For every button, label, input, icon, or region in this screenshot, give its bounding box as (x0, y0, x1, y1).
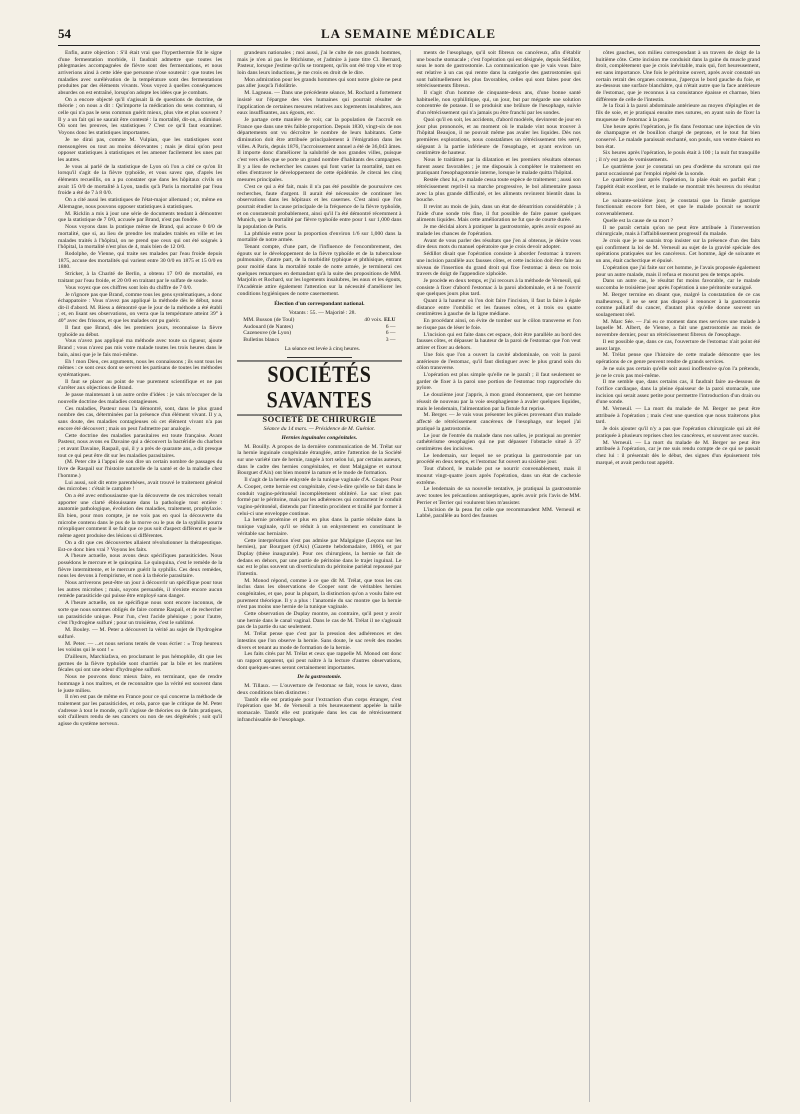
header-rule (58, 45, 760, 46)
paragraph: M. Verneuil. — La mort du malade de M. Berger ne peut être attribuée à l'opération, car je me suis rendu compte de ce qui se passait chez lui : il présentait dès le début, des signes d'un épuisement très marqué, et avait perdu tout appétit. (595, 439, 760, 466)
column-2-gastrostomie (237, 683, 401, 723)
paragraph: Mon admiration pour les grands hommes qui sont notre gloire ne peut pas aller jusqu'à l'idolâtrie. (237, 76, 402, 90)
vote-row (243, 330, 401, 337)
column-3 (410, 50, 581, 1102)
paragraph: Nous ne pouvons donc mieux faire, en terminant, que de rendre hommage à nos maîtres, et de reconnaître que la vérité est souvent dans le juste milieu. (58, 674, 223, 694)
candidate-name: Cazeneuve (de Lyon) (243, 330, 292, 337)
paragraph: M. Verneuil. — La mort du malade de M. Berger ne peut être attribuée à l'opération ; mais c'est une question que nous traiterons plus tard. (595, 406, 760, 426)
paragraph: Une heure après l'opération, je fis dans l'estomac une injection de vin de champagne et de bouillon chargé de peptone, et le tout fut bien conservé. Le malade paraissait enchanté, son pouls, son ventre étaient en bon état. (595, 123, 760, 150)
paragraph: Le douzième jour j'appris, à mon grand étonnement, que cet homme réussit de nouveau par la voie œsophagienne à avaler quelques liquides, mais le lendemain, l'alimentation par la fistule fut reprise. (416, 392, 581, 412)
candidate-name: Bulletins blancs (243, 337, 280, 344)
paragraph: D'ailleurs, Marchiafava, en proclamant le pus hémophile, dit que les germes de la fièvre typhoïde sont charriés par la bile et les matières fécales qui ont une odeur d'hydrogène sulfuré. (58, 654, 223, 674)
paragraph: Nous le traitâmes par la dilatation et les premiers résultats obtenus furent assez favorables ; je me disposais à compléter le traitement en pratiquant l'œsophagotomie interne, lorsque le malade quitta l'hôpital. (416, 157, 581, 177)
paragraph: Dans un autre cas, le résultat fut moins favorable, car le malade succomba le troisième jour après l'opération à une péritonite suraiguë. (595, 278, 760, 292)
paragraph: Je me décidai alors à pratiquer la gastrostomie, après avoir exposé au malade les chances de l'opération. (416, 224, 581, 237)
paragraph: A l'heure actuelle, nous avons deux spécifiques parasiticides. Nous possédons le mercure et le quinquina. Le quinquina, c'est le remède de la fièvre intermittente, et le mercure guérit la syphilis. Ces deux remèdes, nous les devons à l'empirisme, et non à la théorie parasitaire. (58, 553, 223, 580)
paragraph: M. Peter. — ...et nous serions tentés de vous écrier : « Trop heureux les voisins qui le sont ! » (58, 640, 223, 654)
paragraph: Nous arriverons peut-être un jour à découvrir un spécifique pour tous les autres microbes ; mais, soyons persuadés, il n'existe encore aucun remède parasiticide qui puisse être employé sans danger. (58, 580, 223, 600)
paragraph: Je passe maintenant à un autre ordre d'idées : je vais m'occuper de la nouvelle doctrine des maladies contagieuses. (58, 392, 223, 405)
paragraph: (M. Peter cite à l'appui de son dire un certain nombre de passages du livre de Raspail sur l'histoire naturelle de la santé et de la maladie chez l'homme.) (58, 459, 223, 479)
paragraph: Il ne paraît certain qu'on ne peut être attribuée à l'intervention chirurgicale, mais à l'affaiblissement progressif du malade. (595, 224, 760, 238)
paragraph: ments de l'œsophage, qu'il soit fibreux ou cancéreux, afin d'établir une bouche stomacale ; c'est l'opération qui est désignée, depuis Sédillot, sous le nom de gastrostomie. La communication que je vais vous faire est relative à un cas qui rentre dans la catégorie des gastrostomies qui sont habituellement les plus favorables, celles qui sont faites pour des rétrécissements fibreux. (416, 50, 581, 90)
paragraph: L'opération est plus simple qu'elle ne le paraît ; il faut seulement se garder de fixer à la paroi une portion de l'estomac trop rapprochée du pylore. (416, 372, 581, 392)
election-closing: La séance est levée à cinq heures. (284, 346, 361, 353)
paragraph: Je ne dirai pas, comme M. Vulpian, que les statistiques sont mensongères ou tout au moins décevantes ; mais je dirai qu'on peut opposer statistiques à statistiques et les amener facilement les unes par les autres. (58, 136, 223, 163)
paragraph: Il n'en est pas de même en France pour ce qui concerne la méthode de traitement par les parasiticides, et cela, parce que le critique de M. Peter s'adresse à tout le monde, qu'il s'agisse de théories ou de faits pratiques, soit d'ailleurs rendu de ses cancers ou non de ses dégénérés ; soit qu'il agisse du système nerveux. (58, 694, 223, 728)
election-votes (243, 310, 401, 353)
paragraph: La hernie proémine et plus en plus dans la partie réduite dans la tunique vaginale, qu'il se réduit à un enkystement en constituant le véritable sac herniaire. (237, 517, 402, 537)
paragraph: Je ne suis pas certain qu'elle soit aussi inoffensive qu'on l'a prétendu, je ne le crois pas moi-même. (595, 365, 760, 379)
paragraph: Lui aussi, soit dit entre parenthèses, avait trouvé le traitement général des microbes : c'était le camphre ! (58, 479, 223, 493)
paragraph: Quoi qu'il en soit, les accidents, d'abord modérés, devinrent de jour en jour plus prononcés, et au moment où le malade vint nous trouver à l'hôpital Beaujon, il ne pouvait même pas avaler les liquides. Dès nos premières explorations, nous constatâmes un rétrécissement très serré, siégeant à la partie inférieure de l'œsophage, et ayant environ un centimètre de hauteur. (416, 116, 581, 157)
paragraph: Le lendemain de sa nouvelle tentative, je pratiquai la gastrostomie avec toutes les précautions antiseptiques, après avoir pris l'avis de MM. Perrier et Terrier qui voulurent bien m'assister. (416, 486, 581, 506)
paragraph: Sédillot disait que l'opération consiste à aborder l'estomac à travers une incision parallèle aux fausses côtes, et cette incision doit être faite au niveau de l'insertion du grand droit qui fixe l'estomac à deux ou trois travers de doigt de l'appendice xiphoïde. (416, 251, 581, 278)
paragraph: Stricker, à la Charité de Berlin, a obtenu 17 0/0 de mortalité, en traitant par l'eau froide, et 20 0/0 en traitant par le sulfate de soude. (58, 271, 223, 284)
paragraph: Quelle est la cause de sa mort ? (602, 217, 674, 224)
paragraph: Eh ! mon Dieu, ces arguments, nous les connaissons ; ils sont tous les mêmes : ce sont ceux dont se servent les partisans de toutes les méthodes systématiques. (58, 358, 223, 378)
paragraph: A l'heure actuelle, on ne spécifique nous sont encore inconnus, de sorte que nous sommes obligés de faire comme Raspail, et de rechercher un parasiticide unique. Pour l'un, c'est l'acide phénique ; pour l'autre, c'est l'hydrogène sulfuré ; pour un troisième, c'est le sublimé. (58, 600, 223, 627)
vote-note: ELU (383, 316, 396, 323)
paragraph: Je procède en deux temps, et j'ai recours à la méthode de Verneuil, qui consiste à fixer d'abord l'estomac à la paroi abdominale, et à ne l'ouvrir que quelques jours plus tard. (416, 278, 581, 298)
paragraph: Le quatrième jour je constatai un peu d'œdème du scrotum qui me parut occasionné par l'emploi répété de la sonde. (595, 163, 760, 177)
paragraph: Je dois ajouter qu'il n'y a pas que l'opération chirurgicale qui ait été pratiquée à plusieurs reprises chez les cancéreux, et souvent avec succès. (595, 426, 760, 439)
paragraph: Ces maladies, Pasteur nous l'a démontré, sont, dans le plus grand nombre des cas, déterminées par la présence d'un élément vivant. Il y a, sans doute, des maladies contagieuses où cet élément vivant n'a pas encore été découvert ; mais on peut l'admettre par analogie. (58, 405, 223, 432)
paragraph: Une fois que l'on a ouvert la cavité abdominale, on voit la paroi antérieure de l'estomac, qu'il faut distinguer avec le plus grand soin du côlon transverse. (416, 351, 581, 372)
paragraph: On a cité aussi les statistiques de l'état-major allemand ; or, même en Allemagne, nous pouvons opposer statistiques à statistiques. (58, 197, 223, 210)
column-2-hernies (237, 444, 401, 672)
column-2 (230, 50, 401, 1102)
paragraph: Je crois que je ne saurais trop insister sur la présence d'un des faits qui confirment la loi de M. Verneuil au sujet de la gravité spéciale des opérations pratiquées sur les cancéreux. Cet homme, âgé de soixante et un ans, était cachectique et épuisé. (595, 238, 760, 265)
paragraph: Vous voyez que ces chiffres sont loin du chiffre de 7 0/0. (65, 284, 193, 291)
section-title-gastrostomie: De la gastrostomie. (297, 674, 342, 681)
paragraph: Restée chez lui, ce malade cessa toute espèce de traitement ; aussi son rétrécissement reprit-il sa marche progressive, le bol alimentaire passa avec la plus grande difficulté, et les aliments revinrent bientôt dans la bouche. (416, 177, 581, 204)
paragraph: Je partage cette manière de voir, car la population de l'accroît en France que dans une très faible proportion. Depuis 1830, vingt-six de nos départements ont vu décroître le nombre de leurs habitants. Cette diminution doit être attribuée principalement à l'émigration dans les villes. A Paris, depuis 1876, l'accroissement annuel a été de 36,043 âmes. Il importe donc d'améliorer la salubrité de nos grandes villes, puisque c'est vers elles que se porte un grand nombre d'habitants des campagnes. Il y a lieu de rechercher les causes qui font varier la mortalité, tant en elles d'entraver le développement de cette épidémie. Je citerai les cinq mesures principales. (237, 117, 402, 184)
paragraph: En procédant ainsi, on évite de tomber sur le côlon transverse et l'on ne risque pas de léser le foie. (416, 318, 581, 331)
paragraph: Quant à la hauteur où l'on doit faire l'incision, il faut la faire à égale distance entre l'ombilic et les fausses côtes, et à trois ou quatre centimètres à gauche de la ligne médiane. (416, 298, 581, 318)
paragraph: Il s'agit de la hernie enkystée de la tunique vaginale d'A. Cooper. Pour A. Cooper, cette hernie est congénitale, c'est-à-dire qu'elle se fait dans le conduit vagino-péritonéal incomplètement oblitéré. Le sac n'est pas formé par le péritoine, mais par les adhérences qui contractent le conduit vagino-péritonéal, distendu par l'intestin procident et tiraillé par former à celui-ci une enveloppe continue. (237, 477, 402, 517)
vote-count: 3 — (385, 337, 396, 344)
article-columns (58, 50, 760, 1102)
vote-row (243, 317, 401, 324)
paragraph: C'est ce qui a été fait, mais il n'a pas été possible de poursuivre ces recherches, faute d'argent. Il aurait été nécessaire de continuer les observations dans les hôpitaux et les casernes. C'est ainsi que l'on pourrait étudier la cause principale de la fréquence de la fièvre typhoïde, et on constaterait probablement, ainsi qu'il l'a été démontré récemment à Munich, que la mortalité par fièvre typhoïde entre pour 1 sur 1,000 dans la population de Paris. (237, 183, 402, 230)
paragraph: Tout d'abord, le malade put se nourrir convenablement, mais il mourut vingt-quatre jours après l'opération, dans un état de cachexie extrême. (416, 466, 581, 486)
column-4 (589, 50, 760, 1102)
paragraph: On a été avec enthousiasme que la découverte de ces microbes venait apporter une clarté éblouissante dans la pathologie tout entière : anatomie pathologique, évolution des maladies, traitement, prophylaxie. Eh bien, pour mon compte, je ne vois pas en quoi la découverte du microbe contenu dans le pus de la morve ou le pus de la syphilis pourra m'expliquer comment il se fait que ce pus soit d'aspect différent et que le même agent produise des lésions si différentes. (58, 493, 223, 539)
paragraph: M. Trélat pense que l'histoire de cette malade démontre que les opérations de ce genre peuvent rendre de grands services. (595, 352, 760, 365)
paragraph: M. Berger. — Je vais vous présenter les pièces provenant d'un malade affecté de rétrécissement cancéreux de l'œsophage, sur lequel j'ai pratiqué la gastrostomie. (416, 412, 581, 432)
election-title: Élection d'un correspondant national. (274, 301, 365, 308)
paragraph: Je vous ai parlé de la statistique de Lyon où l'on a cité ce qu'on lit lorsqu'il s'agit de la fièvre typhoïde, et vous savez que, d'après les éléments recueillis, on a pu constater que dans les hôpitaux civils on avait 15 0/0 de mortalité à Lyon, tandis qu'à Paris la mortalité par l'eau froide a été de 7 à 8 0/0. (58, 163, 223, 197)
paragraph: On a dit que ces découvertes allaient révolutionner la thérapeutique. Est-ce donc bien vrai ? Voyons les faits. (58, 539, 223, 553)
candidate-name: MM. Busson (de Toul) (243, 316, 295, 323)
paragraph: Il faut se placer au point de vue purement scientifique et ne pas s'arrêter aux objections de Brand. (58, 378, 223, 392)
paragraph: Le jour de l'entrée du malade dans nos salles, je pratiquai au premier cathétérisme œsophagien qui ne put dépasser l'obstacle situé à 37 centimètres des incisives. (416, 432, 581, 452)
paragraph: Le soixante-seizième jour, je constatai que la fistule gastrique fonctionnait encore fort bien, et que le malade pouvait se nourrir convenablement. (595, 197, 760, 217)
paragraph: L'incision qui est faite dans cet espace, doit être parallèle au bord des fausses côtes, et dépasser la hauteur de la paroi de l'estomac que l'on veut attirer et fixer au dehors. (416, 331, 581, 352)
paragraph: M. Bouley. — M. Peter a découvert la vérité au sujet de l'hydrogène sulfuré. (58, 627, 223, 640)
paragraph: L'incision de la peau fut celle que recommandent MM. Verneuil et Labbé, parallèle au bord des fausses (416, 506, 581, 520)
societe-subtitle: SOCIÉTÉ DE CHIRURGIE (262, 413, 377, 424)
paragraph: Cette doctrine des maladies parasitaires est toute française. Avant Pasteur, nous avons eu Davaine qui a découvert la bactéridie du charbon ; et avant Davaine, Raspail, qui, il y a près de quarante ans, a dit presque tout ce qui peut être dit sur les maladies parasitaires. (58, 432, 223, 459)
seance-line: Séance du 14 mars. — Présidence de M. Guéniot. (263, 425, 376, 432)
column-1 (58, 50, 222, 1102)
paragraph: côtes gauches, son milieu correspondant à un travers de doigt de la huitième côte. Cette incision me conduisit dans la gaine du muscle grand droit, complètement que je crois inévitable, mais qui, fort heureusement, est sans importance. Une fois le péritoine ouvert, après avoir constaté un certain retrait des organes contenus, j'aperçus le bord gauche du foie, et au-dessous une surface blanchâtre, qui n'était autre que la face antérieure de l'estomac, que je reconnus à sa consistance épaisse et charnue, bien différente de celle de l'intestin. (595, 50, 760, 103)
paragraph: M. Bouilly. A propos de la dernière communication de M. Trélat sur la hernie inguinale congénitale étranglée, attire l'attention de la Société sur une variété rare de hernie, rangée à tort selon lui, par certains auteurs, dans le cadre des hernies congénitales, et dont Malgaigne et surtout Bourguet d'Aix) ont bien montré la nature et le mode de formation. (237, 443, 402, 477)
vote-count: 40 voix. (364, 316, 383, 323)
paragraph: Il est possible que, dans ce cas, l'ouverture de l'estomac n'ait point été assez large. (595, 338, 760, 352)
paragraph: M. Tillaux. — L'ouverture de l'estomac se fait, vous le savez, dans deux conditions bien distinctes : (237, 683, 402, 696)
paragraph: L'opération que j'ai faite sur cet homme, je l'avais proposée également pour un autre malade, mais il refusa et mourut peu de temps après. (595, 264, 760, 278)
vote-count: 6 — (385, 330, 396, 337)
paragraph: Les faits cités par M. Trélat et ceux que rappelle M. Monod ont donc un rapport apparent, qui peut naître à la lecture d'autres observations, dont quelques-unes seront certainement importantes. (237, 651, 402, 671)
paragraph: La phthisie entre pour la proportion d'environ 1/6 sur 1,000 dans la mortalité de notre armée. (237, 230, 402, 244)
paragraph: Il s'agit d'un homme de cinquante-deux ans, d'une bonne santé habituelle, non syphilitique, qui, un jour, but par mégarde une solution concentrée de potasse. Il se produisit une brûlure de l'œsophage, suivie d'un rétrécissement qui n'a jamais pu être franchi par les sondes. (416, 90, 581, 117)
paragraph: On a encore objecté qu'il s'agissait là de questions de doctrine, de théorie ; on nous a dit : Qu'importe la médication du sens commun, si celle qui n'a pas le sens commun guérit mieux, plus vite et plus souvent ? Il y a un fait qui ne saurait être contesté : la mortalité, dit-on, a diminué. Où sont les preuves, les statistiques ? C'est ce qu'il faut examiner. Voyons donc les statistiques importantes. (58, 96, 223, 137)
page-header (58, 26, 760, 44)
paragraph: Nous voyons dans la pratique même de Brand, qui accuse 0 0/0 de mortalité, que si, au lieu de prendre les malades traités en ville et les malades traités à l'hôpital, on ne prend que ceux qui ont été soignés à l'hôpital, la mortalité n'est plus de 4, mais bien de 12 0/0. (58, 224, 223, 251)
paragraph: Cette interprétation n'est pas admise par Malgaigne (Leçons sur les hernies), par Bourguet (d'Aix) (Gazette hebdomadaire, 1866), et par Duplay (thèse inaugurale). Pour ces chirurgiens, la hernie se fait de dedans en dehors, par une partie de péritoine dans le trajet inguinal. Le sac est le plus souvent un diverticulum du péritoine pariétal repoussé par l'intestin. (237, 537, 402, 577)
paragraph: Avant de vous parler des résultats que j'en ai obtenus, je désire vous dire deux mots du manuel opératoire que je crois devoir adopter. (416, 237, 581, 251)
paragraph: Six heures après l'opération, le pouls était à 100 ; la nuit fut tranquille ; il n'y eut pas de vomissements. (595, 150, 760, 164)
vote-row (243, 337, 401, 344)
election-votants: Votants : 55. — Majorité : 28. (288, 310, 356, 317)
paragraph: Il faut que Brand, dès les premiers jours, reconnaisse la fièvre typhoïde au début. (58, 324, 223, 338)
paragraph: Tenant compte, d'une part, de l'influence de l'encombrement, des égouts sur le développement de la fièvre typhoïde et de la tuberculose pulmonaire, d'autre part, de la morbidité typhique et phthisique, entrant pour moitié dans la mortalité totale de notre armée, je terminerai ces quelques remarques en demandant qu'à la suite des propositions de MM. Marjolin et Rochard, sur les logements insalubres, les eaux et les égouts, l'Académie attire également l'attention sur la nécessité d'améliorer les conditions hygiéniques de notre casernement. (237, 244, 402, 297)
vote-count: 6 — (385, 323, 396, 330)
column-2-text (237, 50, 401, 297)
candidate-name: Audouard (de Nantes) (243, 323, 293, 330)
paragraph: Il me semble que, dans certains cas, il faudrait faire au-dessous de l'orifice cardiaque, dans la pleine épaisseur de la paroi stomacale, une incision qui serait assez petite pour permettre l'introduction d'un drain ou d'une sonde. (595, 379, 760, 406)
paragraph: Cette observation de Duplay montre, au contraire, qu'il peut y avoir une hernie dans le canal vaginal. Dans le cas de M. Trélat il ne s'agissait pas de la partie du sac seulement. (237, 611, 402, 631)
paragraph: Le quatrième jour après l'opération, la plaie était en parfait état ; l'appétit était excellent, et le malade se montrait très heureux du résultat obtenu. (595, 177, 760, 197)
paragraph: M. Monod répond, comme à ce que dit M. Trélat, que tous les cas inclus dans les observations de Cooper sont de véritables hernies congénitales, et que, pour la plupart, la distinction qu'on a voulu faire est purement théorique. Il y a plus : l'anatomie du sac montre que la hernie n'est pas moins une hernie de la tunique vaginale. (237, 577, 402, 611)
paragraph: Vous n'avez pas appliqué ma méthode avec toute sa rigueur, ajoute Brand ; vous n'avez pas mis votre malade toutes les trois heures dans le bain, ainsi que je le fais moi-même. (58, 338, 223, 358)
section-title-hernies: Hernies inguinales congénitales. (281, 435, 358, 442)
societes-heading: SOCIÉTÉS SAVANTES (237, 360, 401, 415)
page-number: 54 (58, 26, 71, 41)
paragraph: M. Ricklin a mis à jour une série de documents tendant à démontrer que la statistique de 7 0/0, accusée par Brand, n'est pas fondée. (58, 210, 223, 224)
paragraph: M. Marc Sée. — J'ai eu ce moment dans mes services une malade à laquelle M. Albert, de Vienne, a fait une gastrostomie au mois de novembre dernier, pour un rétrécissement fibreux de l'œsophage. (595, 318, 760, 338)
paragraph: Rodolphe, de Vienne, qui traite ses malades par l'eau froide depuis 1875, accuse des mortalités qui varient entre 30 0/0 en 1875 et 15 0/0 en 1880. (58, 251, 223, 271)
paragraph: M. Lagneau. — Dans une précédente séance, M. Rochard a fortement insisté sur l'épargne des vies humaines qui pourrait résulter de l'application de certaines mesures relatives aux logements insalubres, aux eaux insuffisantes, aux égouts, etc. (237, 90, 402, 117)
paragraph: Enfin, autre objection : S'il était vrai que l'hyperthermie fût le signe d'une fermentation morbide, il faudrait admettre que toutes les phlegmasies accompagnées de fièvre sont des fermentations, et nous arriverions ainsi à cette idée que personne n'ose soutenir : que toutes les maladies avec surélévation de la température sont des fermentations produites par des éléments vivants. Vous voyez à quelles conséquences absurdes on est entraîné, lorsqu'on adopte les idées que je combats. (58, 50, 223, 96)
section-divider (287, 357, 353, 358)
paragraph: grandeurs nationales ; moi aussi, j'ai le culte de nos grands hommes, mais je n'en ai pas le fétichisme, et j'admire à juste titre Cl. Bernard, Pasteur, lorsque j'estime qu'ils se trompent, qu'ils ont été trop vite et trop loin dans leurs inductions, je me crois en droit de le dire. (237, 50, 402, 76)
paragraph: M. Berger termine en disant que, malgré la constatation de ce cas malheureux, il ne se sent pas disposé à renoncer à la gastrostomie comme palliatif du cancer, d'autant plus qu'elle donne souvent un soulagement réel. (595, 291, 760, 318)
journal-title: LA SEMAINE MÉDICALE (320, 26, 497, 41)
paragraph: Je n'ignore pas que Brand, comme tous les gens systématiques, a donc échappatoire : Vous n'avez pas appliqué la méthode dès le début, nous dit-il d'abord. M. Riess a démontré que le jour de la méthode a été établi ; et, en lisant ses observations, on verra que la température atteint 39° à 40° avec des frissons, et que les malades ont pu guérir. (58, 291, 223, 325)
paragraph: Le lendemain, sur lequel ne se pratiqua la gastrostomie par un procédé en deux temps, et l'estomac fut ouvert au sixième jour. (416, 452, 581, 466)
paragraph: M. Trélat pense que c'est par la pression des adhérences et des intestins que l'on observe la hernie. Sans doute, le sac revêt des modes divers et tenant au mode de formation de la hernie. (237, 631, 402, 651)
paragraph: Il revint au mois de juin, dans un état de dénutrition considérable ; à l'aide d'une sonde très fine, il fut possible de faire passer quelques aliments liquides. Mais cette amélioration ne fut que de courte durée. (416, 204, 581, 224)
paragraph: Tantôt elle est pratiquée pour l'extraction d'un corps étranger, c'est l'opération que M. de Verneuil a très heureusement appelée la taille stomacale. Tantôt elle est pratiquée dans les cas de rétrécissement infranchissable de l'œsophage. (237, 696, 402, 723)
paragraph: Je la fixai à la paroi abdominale antérieure au moyen d'épingles et de fils de soie, et je pratiquai ensuite mes sutures, en ayant soin de fixer la muqueuse de l'estomac à la peau. (595, 103, 760, 123)
